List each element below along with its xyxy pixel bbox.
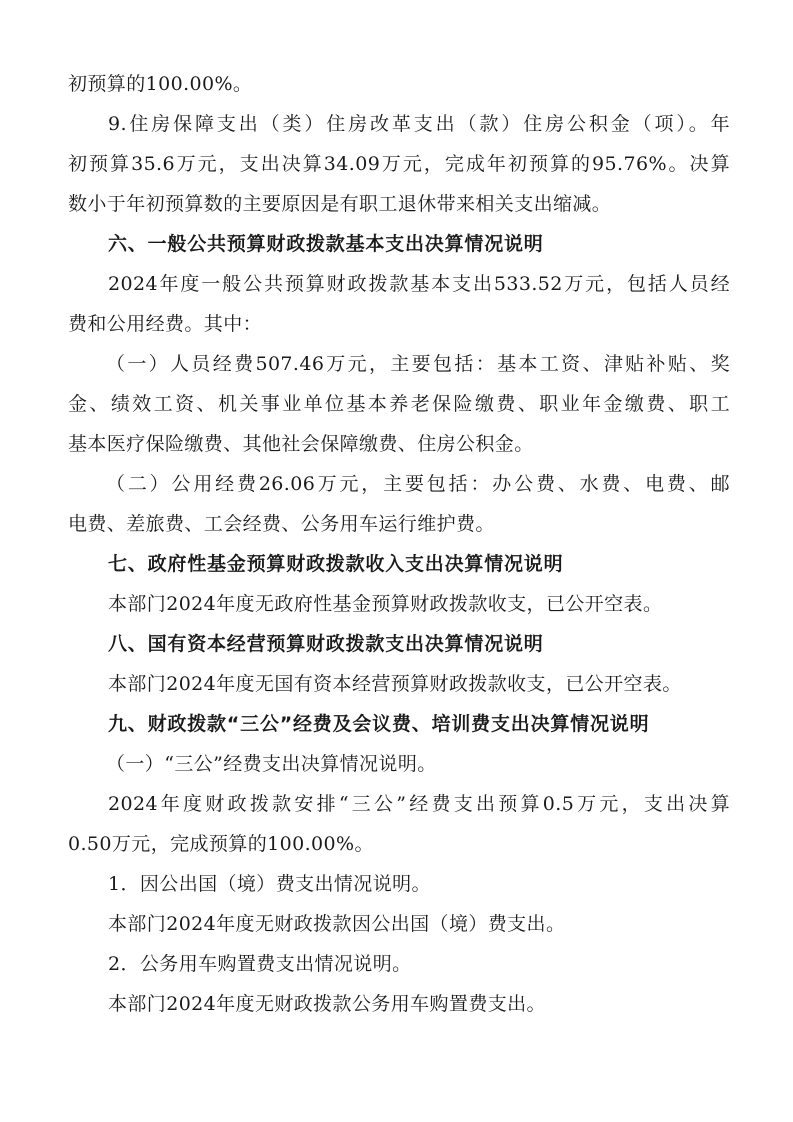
- text-line: 初预算的100.00%。: [68, 73, 253, 95]
- section-heading-9: 九、财政拨款“三公”经费及会议费、培训费支出决算情况说明: [108, 713, 650, 735]
- document-page: [68, 64, 730, 1024]
- text-line: （一）人员经费507.46万元，主要包括：基本工资、津贴补贴、奖: [106, 353, 730, 375]
- text-line: （二）公用经费26.06万元，主要包括：办公费、水费、电费、邮: [106, 473, 730, 495]
- text-line: 本部门2024年度无财政拨款因公出国（境）费支出。: [108, 913, 566, 935]
- section-heading-7: 七、政府性基金预算财政拨款收入支出决算情况说明: [108, 553, 564, 575]
- text-line: 本部门2024年度无财政拨款公务用车购置费支出。: [108, 993, 546, 1015]
- text-line: 电费、差旅费、工会经费、公务用车运行维护费。: [68, 513, 495, 535]
- text-line: 初预算35.6万元，支出决算34.09万元，完成年初预算的95.76%。决算: [68, 153, 730, 175]
- text-line: 9.住房保障支出（类）住房改革支出（款）住房公积金（项）。年: [108, 113, 730, 135]
- text-line: 数小于年初预算数的主要原因是有职工退休带来相关支出缩减。: [68, 193, 612, 215]
- text-line: 金、绩效工资、机关事业单位基本养老保险缴费、职业年金缴费、职工: [68, 393, 730, 415]
- text-line: 2024年度财政拨款安排“三公”经费支出预算0.5万元，支出决算: [108, 793, 730, 815]
- text-line: 本部门2024年度无政府性基金预算财政拨款收支，已公开空表。: [108, 593, 663, 615]
- text-line: 基本医疗保险缴费、其他社会保障缴费、住房公积金。: [68, 433, 534, 455]
- text-line: 0.50万元，完成预算的100.00%。: [68, 833, 374, 855]
- text-line: 1．因公出国（境）费支出情况说明。: [108, 873, 431, 895]
- text-line: 2024年度一般公共预算财政拨款基本支出533.52万元，包括人员经: [108, 273, 730, 295]
- subsection-heading: （一）“三公”经费支出决算情况说明。: [106, 753, 437, 775]
- section-heading-6: 六、一般公共预算财政拨款基本支出决算情况说明: [108, 233, 544, 255]
- section-heading-8: 八、国有资本经营预算财政拨款支出决算情况说明: [108, 633, 544, 655]
- text-line: 本部门2024年度无国有资本经营预算财政拨款收支，已公开空表。: [108, 673, 682, 695]
- text-line: 2．公务用车购置费支出情况说明。: [108, 953, 412, 975]
- text-line: 费和公用经费。其中：: [68, 313, 263, 335]
